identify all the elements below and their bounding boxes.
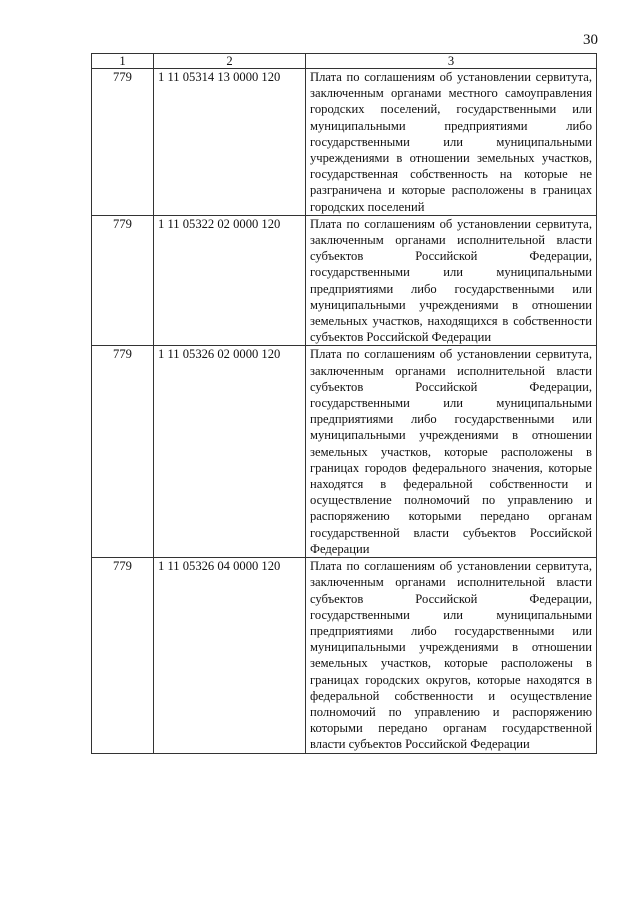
description-cell: Плата по соглашениям об установлении сервитута, заключенным органами исполнительной власти субъектов Российской Федерации, государственными или муниципальными предприятиями либо государственными или муниципальными учреждениями в отношении земельных участков, которые расположены в границах городов федерального значения, которые находятся в федеральной собственности и осуществление полномочий по управлению и распоряжению которыми передано органам государственной власти субъектов Российской Федерации	[306, 346, 597, 558]
revenue-code-cell: 1 11 05326 04 0000 120	[154, 558, 306, 753]
table-row	[92, 69, 597, 216]
page-number: 30	[583, 32, 598, 48]
revenue-code-cell: 1 11 05322 02 0000 120	[154, 215, 306, 346]
table-header-row	[92, 54, 597, 69]
admin-code-cell: 779	[92, 69, 154, 216]
column-header-2: 2	[154, 54, 306, 69]
table-row	[92, 558, 597, 753]
table-row	[92, 215, 597, 346]
revenue-codes-table	[91, 53, 597, 754]
admin-code-cell: 779	[92, 346, 154, 558]
description-cell: Плата по соглашениям об установлении сервитута, заключенным органами исполнительной власти субъектов Российской Федерации, государственными или муниципальными предприятиями либо государственными или муниципальными учреждениями в отношении земельных участков, находящихся в собственности субъектов Российской Федерации	[306, 215, 597, 346]
column-header-1: 1	[92, 54, 154, 69]
table-row	[92, 346, 597, 558]
revenue-code-cell: 1 11 05314 13 0000 120	[154, 69, 306, 216]
revenue-code-cell: 1 11 05326 02 0000 120	[154, 346, 306, 558]
description-cell: Плата по соглашениям об установлении сервитута, заключенным органами местного самоуправления городских поселений, государственными или муниципальными предприятиями либо государственными или муниципальными учреждениями в отношении земельных участков, государственная собственность на которые не разграничена и которые расположены в границах городских поселений	[306, 69, 597, 216]
description-cell: Плата по соглашениям об установлении сервитута, заключенным органами исполнительной власти субъектов Российской Федерации, государственными или муниципальными предприятиями либо государственными или муниципальными учреждениями в отношении земельных участков, которые расположены в границах городских округов, которые находятся в федеральной собственности и осуществление полномочий по управлению и распоряжению которыми передано органам государственной власти субъектов Российской Федерации	[306, 558, 597, 753]
admin-code-cell: 779	[92, 215, 154, 346]
column-header-3: 3	[306, 54, 597, 69]
admin-code-cell: 779	[92, 558, 154, 753]
